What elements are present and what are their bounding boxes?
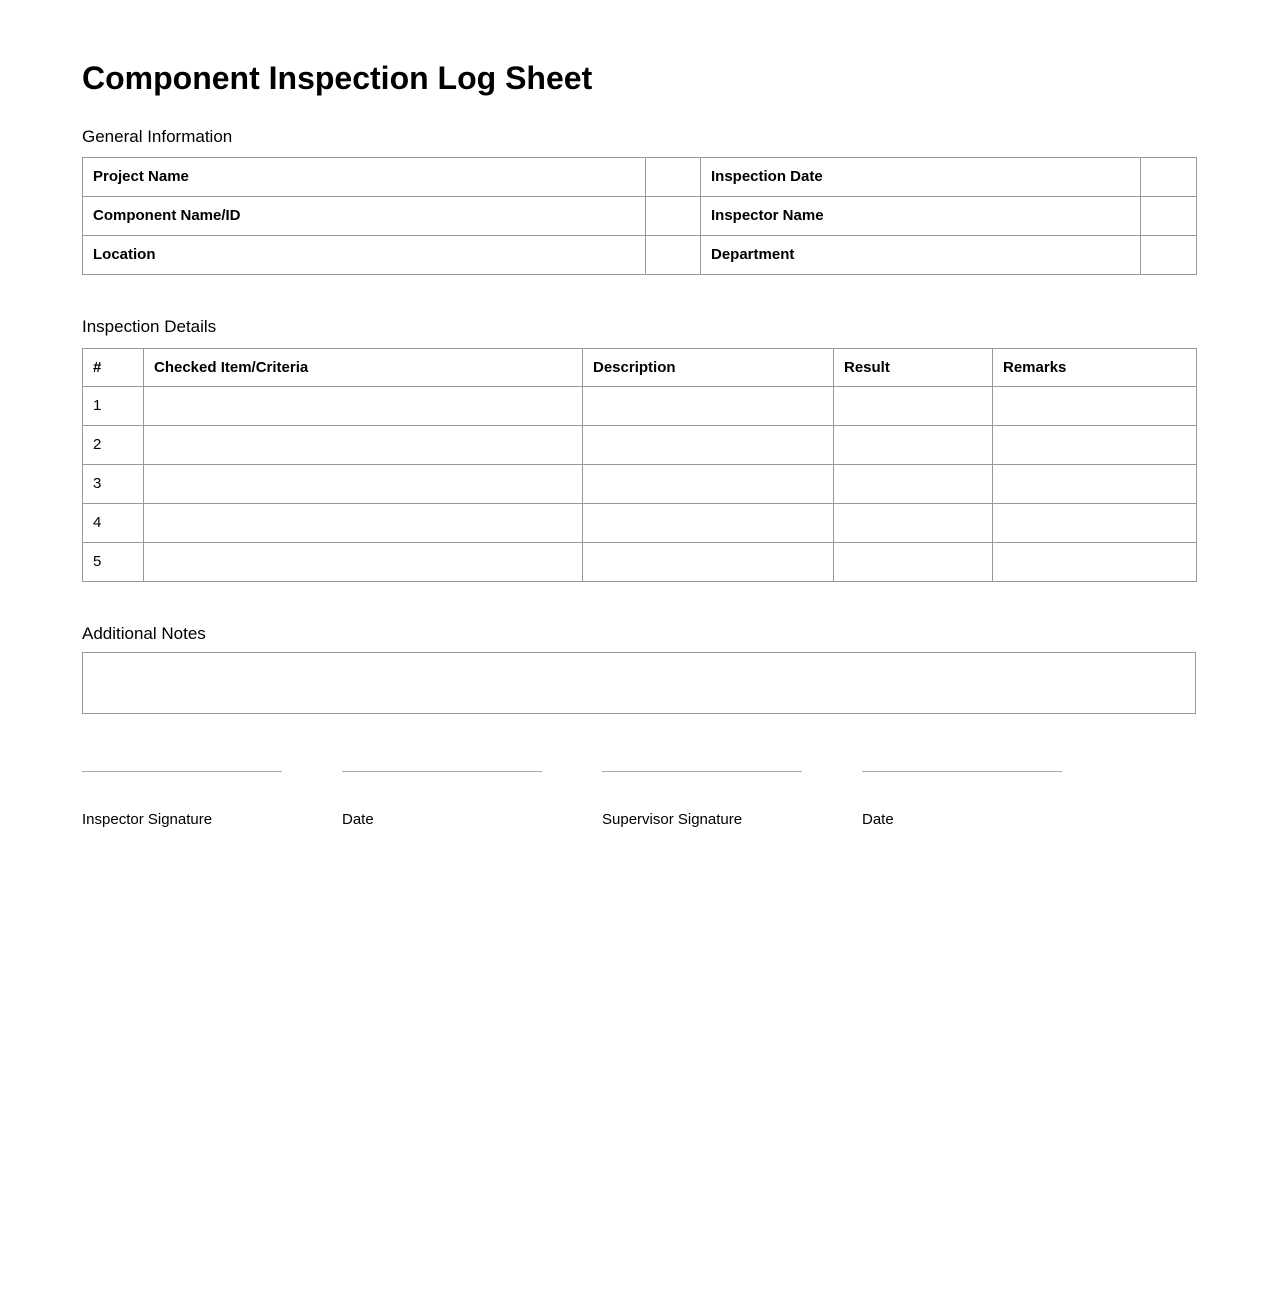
signature-label: Date xyxy=(342,811,374,828)
result-cell xyxy=(834,504,993,543)
signature-label: Supervisor Signature xyxy=(602,811,743,828)
table-row xyxy=(83,158,1197,197)
checked-item-cell xyxy=(144,426,583,465)
field-label-project-name: Project Name xyxy=(83,158,646,197)
result-cell xyxy=(834,426,993,465)
signature-line xyxy=(862,771,1062,772)
row-number-cell: 3 xyxy=(83,465,144,504)
table-row xyxy=(83,426,1197,465)
table-row xyxy=(83,504,1197,543)
checked-item-cell xyxy=(144,465,583,504)
signature-line xyxy=(342,771,542,772)
row-number-cell: 4 xyxy=(83,504,144,543)
inspection-details-table xyxy=(82,348,1197,582)
field-value-department xyxy=(1141,236,1197,275)
field-value-inspection-date xyxy=(1141,158,1197,197)
signature-row xyxy=(82,771,1196,829)
result-cell xyxy=(834,387,993,426)
column-header-result: Result xyxy=(834,349,993,387)
page-title: Component Inspection Log Sheet xyxy=(82,60,593,96)
table-header-row xyxy=(83,349,1197,387)
remarks-cell xyxy=(993,504,1197,543)
row-number-cell: 1 xyxy=(83,387,144,426)
general-info-table xyxy=(82,157,1197,275)
signature-line xyxy=(602,771,802,772)
table-row xyxy=(83,387,1197,426)
checked-item-cell xyxy=(144,504,583,543)
table-row xyxy=(83,197,1197,236)
signature-label: Inspector Signature xyxy=(82,811,213,828)
result-cell xyxy=(834,543,993,582)
field-label-department: Department xyxy=(701,236,1141,275)
column-header-number: # xyxy=(83,349,144,387)
signature-block-inspector-date xyxy=(342,771,542,829)
signature-block-supervisor xyxy=(602,771,802,829)
remarks-cell xyxy=(993,426,1197,465)
field-value-location xyxy=(646,236,701,275)
additional-notes-box xyxy=(82,652,1196,714)
field-label-inspection-date: Inspection Date xyxy=(701,158,1141,197)
remarks-cell xyxy=(993,387,1197,426)
field-label-location: Location xyxy=(83,236,646,275)
signature-block-supervisor-date xyxy=(862,771,1062,829)
checked-item-cell xyxy=(144,387,583,426)
field-value-project-name xyxy=(646,158,701,197)
section-heading-general-information: General Information xyxy=(82,127,233,146)
field-value-inspector-name xyxy=(1141,197,1197,236)
column-header-checked-item-criteria: Checked Item/Criteria xyxy=(144,349,583,387)
description-cell xyxy=(583,465,834,504)
description-cell xyxy=(583,426,834,465)
signature-label: Date xyxy=(862,811,894,828)
remarks-cell xyxy=(993,543,1197,582)
description-cell xyxy=(583,543,834,582)
column-header-remarks: Remarks xyxy=(993,349,1197,387)
section-heading-additional-notes: Additional Notes xyxy=(82,624,206,643)
table-row xyxy=(83,465,1197,504)
field-value-component-name-id xyxy=(646,197,701,236)
description-cell xyxy=(583,504,834,543)
signature-block-inspector xyxy=(82,771,282,829)
table-row xyxy=(83,236,1197,275)
field-label-inspector-name: Inspector Name xyxy=(701,197,1141,236)
section-heading-inspection-details: Inspection Details xyxy=(82,317,217,336)
checked-item-cell xyxy=(144,543,583,582)
field-label-component-name-id: Component Name/ID xyxy=(83,197,646,236)
signature-line xyxy=(82,771,282,772)
column-header-description: Description xyxy=(583,349,834,387)
description-cell xyxy=(583,387,834,426)
row-number-cell: 2 xyxy=(83,426,144,465)
remarks-cell xyxy=(993,465,1197,504)
table-row xyxy=(83,543,1197,582)
result-cell xyxy=(834,465,993,504)
row-number-cell: 5 xyxy=(83,543,144,582)
